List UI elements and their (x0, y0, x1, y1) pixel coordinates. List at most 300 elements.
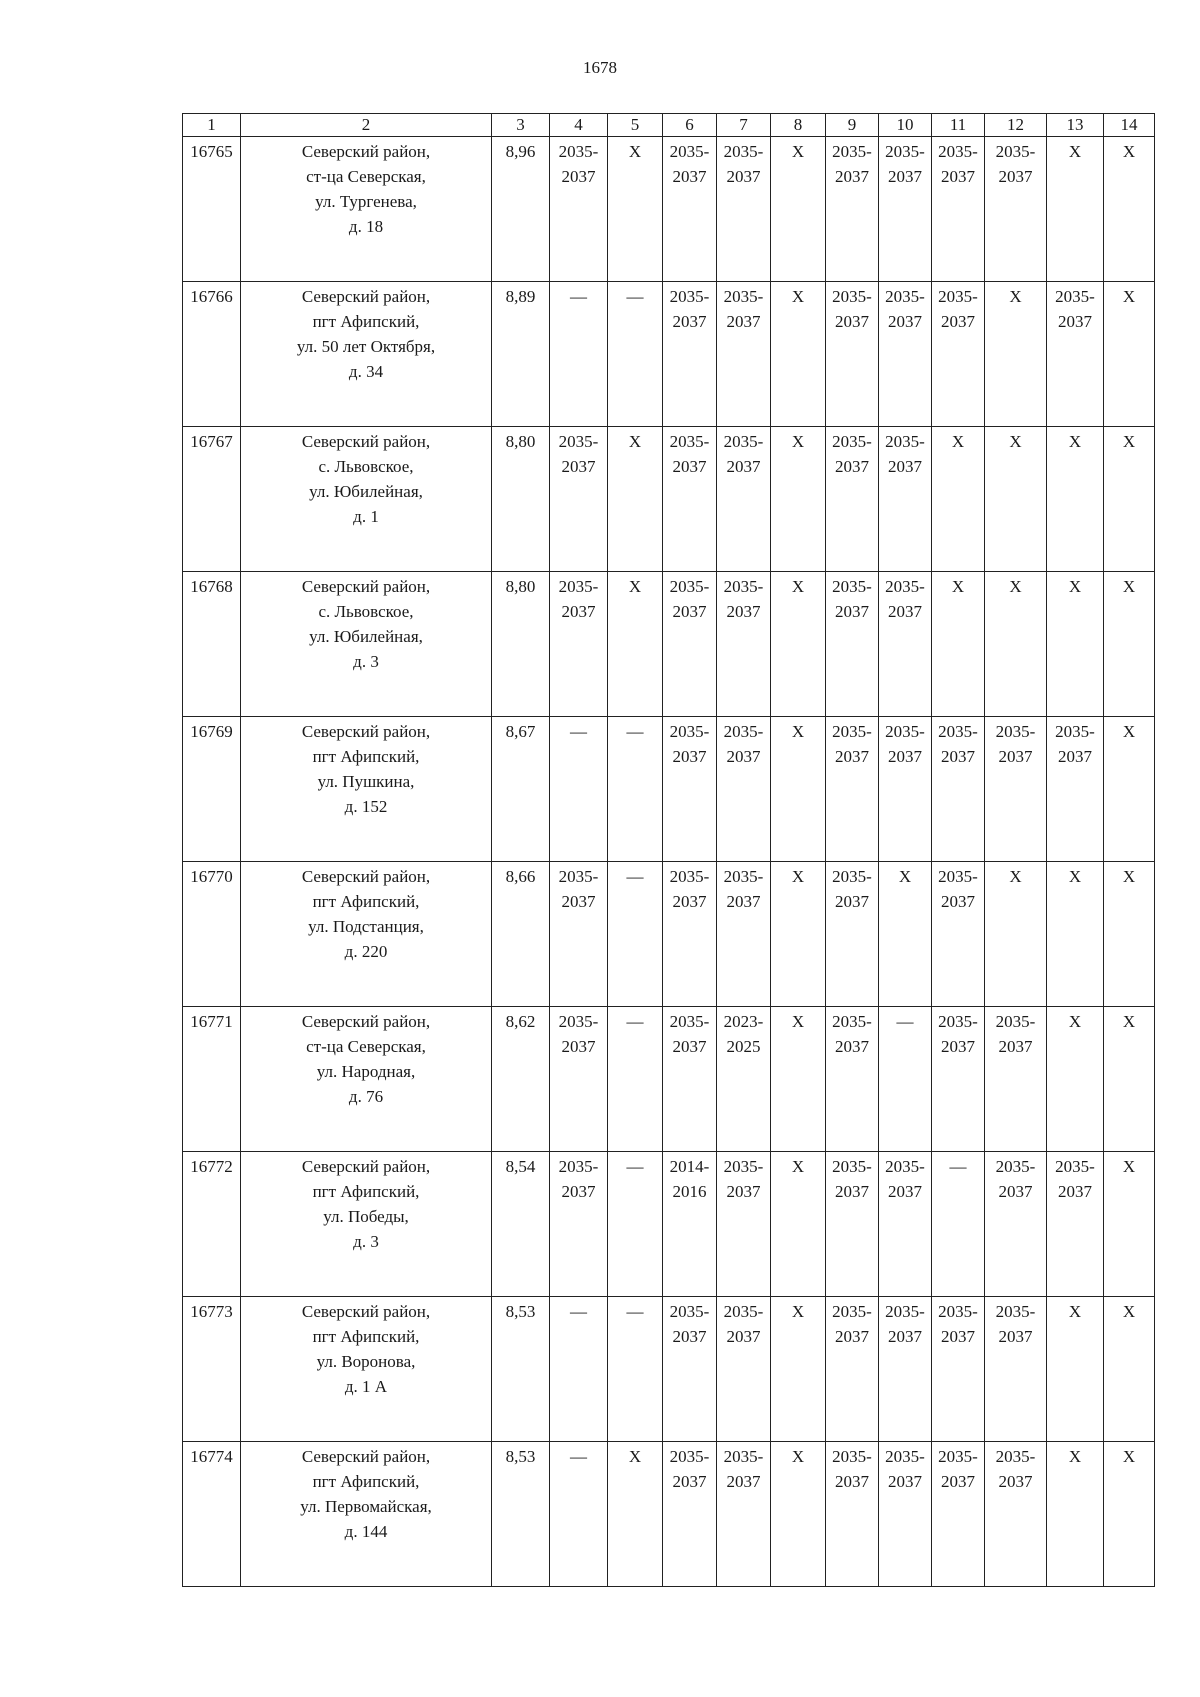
period-text: Х (791, 577, 805, 596)
period-text: Х (1009, 287, 1022, 306)
period-text: 2035- (669, 142, 710, 161)
period-text: — (570, 1302, 587, 1321)
value-cell: 8,66 (492, 862, 550, 1007)
period-cell-col-9 (826, 1152, 879, 1297)
period-cell-col-13 (1047, 427, 1104, 572)
period-cell-col-13 (1047, 1007, 1104, 1152)
period-cell-col-4 (550, 1442, 608, 1587)
address-line: Северский район, (301, 1302, 431, 1321)
period-cell-col-5 (608, 137, 663, 282)
period-text: 2025 (726, 1037, 761, 1056)
period-cell-col-14 (1104, 1152, 1155, 1297)
period-text: Х (951, 577, 965, 596)
period-text: 2037 (835, 1472, 869, 1491)
period-cell-col-5 (608, 1442, 663, 1587)
period-cell-col-11 (932, 717, 985, 862)
period-text: 2035- (885, 1302, 925, 1321)
address-line: ст-ца Северская, (306, 167, 426, 186)
period-cell-col-12 (985, 137, 1047, 282)
period-cell-col-7 (717, 1297, 771, 1442)
period-cell-col-11 (932, 1442, 985, 1587)
period-cell-col-6 (663, 1152, 717, 1297)
period-text: 2035- (832, 432, 872, 451)
period-cell-col-14 (1104, 1007, 1155, 1152)
address-line: ул. 50 лет Октября, (296, 337, 436, 356)
period-cell-col-10 (879, 717, 932, 862)
period-cell-col-6 (663, 572, 717, 717)
period-cell-col-4 (550, 427, 608, 572)
period-text: 2035- (995, 1447, 1036, 1466)
address-line: Северский район, (301, 577, 431, 596)
period-text: Х (1068, 1012, 1082, 1031)
period-text: 2037 (561, 1182, 596, 1201)
period-cell-col-8 (771, 282, 826, 427)
period-cell-col-6 (663, 717, 717, 862)
period-cell-col-8 (771, 717, 826, 862)
column-header-9: 9 (826, 114, 879, 137)
period-text: Х (1122, 432, 1136, 451)
period-text: Х (1122, 1447, 1136, 1466)
period-text: 2037 (835, 1182, 869, 1201)
period-text: 2037 (888, 312, 922, 331)
period-text: — (626, 722, 644, 741)
period-text: 2037 (888, 1327, 922, 1346)
period-cell-col-13 (1047, 1152, 1104, 1297)
period-text: 2037 (672, 1037, 707, 1056)
period-text: 2037 (726, 602, 761, 621)
period-text: 2037 (1058, 312, 1092, 331)
period-text: 2037 (672, 747, 707, 766)
period-text: 2037 (835, 602, 869, 621)
period-text: Х (1009, 577, 1022, 596)
period-text: 2035- (558, 1157, 599, 1176)
column-header-3: 3 (492, 114, 550, 137)
period-cell-col-6 (663, 1442, 717, 1587)
period-cell-col-10 (879, 427, 932, 572)
address-cell (241, 1442, 492, 1587)
period-text: 2035- (723, 867, 764, 886)
address-line: с. Львовское, (318, 457, 414, 476)
value-cell: 8,54 (492, 1152, 550, 1297)
address-line: д. 76 (348, 1087, 384, 1106)
period-text: 2037 (672, 1472, 707, 1491)
period-text: 2035- (832, 722, 872, 741)
address-line: Северский район, (301, 142, 431, 161)
period-text: 2035- (995, 1012, 1036, 1031)
period-cell-col-5 (608, 1007, 663, 1152)
period-text: 2037 (726, 312, 761, 331)
address-line: д. 34 (348, 362, 384, 381)
period-text: 2037 (888, 747, 922, 766)
period-text: 2037 (726, 167, 761, 186)
period-text: Х (791, 1157, 805, 1176)
period-text: 2037 (998, 747, 1033, 766)
address-line: пгт Афипский, (312, 312, 420, 331)
period-text: 2035- (832, 287, 872, 306)
period-text: 2035- (938, 722, 978, 741)
period-cell-col-9 (826, 1442, 879, 1587)
column-header-2: 2 (241, 114, 492, 137)
period-cell-col-5 (608, 717, 663, 862)
row-number: 16767 (183, 427, 241, 572)
period-text: Х (791, 287, 805, 306)
period-text: 2035- (938, 1302, 978, 1321)
period-text: 2035- (885, 577, 925, 596)
period-text: 2035- (832, 1302, 872, 1321)
period-text: 2037 (998, 167, 1033, 186)
period-cell-col-6 (663, 282, 717, 427)
period-text: 2035- (885, 1157, 925, 1176)
address-cell (241, 1007, 492, 1152)
period-cell-col-12 (985, 1007, 1047, 1152)
period-cell-col-14 (1104, 1297, 1155, 1442)
period-text: 2037 (726, 1327, 761, 1346)
period-cell-col-7 (717, 862, 771, 1007)
period-cell-col-11 (932, 572, 985, 717)
address-line: ул. Тургенева, (315, 192, 417, 211)
period-text: 2037 (1058, 1182, 1092, 1201)
period-text: 2035- (669, 577, 710, 596)
period-text: — (570, 722, 587, 741)
period-text: 2035- (938, 287, 978, 306)
period-cell-col-11 (932, 862, 985, 1007)
period-text: 2037 (835, 167, 869, 186)
period-text: 2035- (885, 287, 925, 306)
header-row (183, 114, 1155, 137)
period-text: 2035- (832, 1447, 872, 1466)
period-cell-col-10 (879, 282, 932, 427)
period-text: — (949, 1157, 967, 1176)
period-cell-col-7 (717, 427, 771, 572)
period-text: 2035- (723, 432, 764, 451)
address-cell (241, 282, 492, 427)
address-line: ул. Подстанция, (308, 917, 424, 936)
period-cell-col-14 (1104, 1442, 1155, 1587)
period-cell-col-4 (550, 1297, 608, 1442)
period-cell-col-8 (771, 137, 826, 282)
table-row (183, 1442, 1155, 1587)
column-header-12: 12 (985, 114, 1047, 137)
period-cell-col-12 (985, 862, 1047, 1007)
table-row (183, 1007, 1155, 1152)
address-line: Северский район, (301, 432, 431, 451)
period-cell-col-13 (1047, 1442, 1104, 1587)
value-cell: 8,80 (492, 427, 550, 572)
period-cell-col-8 (771, 1297, 826, 1442)
period-text: 2037 (672, 167, 707, 186)
period-cell-col-7 (717, 1007, 771, 1152)
column-header-4: 4 (550, 114, 608, 137)
period-text: 2035- (938, 867, 978, 886)
period-cell-col-7 (717, 282, 771, 427)
period-text: 2035- (723, 1157, 764, 1176)
period-cell-col-4 (550, 572, 608, 717)
period-cell-col-7 (717, 1152, 771, 1297)
column-header-5: 5 (608, 114, 663, 137)
period-text: 2037 (672, 892, 707, 911)
address-line: с. Львовское, (318, 602, 414, 621)
value-cell: 8,53 (492, 1442, 550, 1587)
period-text: 2035- (723, 1447, 764, 1466)
column-header-14: 14 (1104, 114, 1155, 137)
column-header-1: 1 (183, 114, 241, 137)
period-cell-col-11 (932, 1007, 985, 1152)
period-text: 2035- (1055, 722, 1095, 741)
period-cell-col-8 (771, 1007, 826, 1152)
address-line: ул. Пушкина, (317, 772, 415, 791)
address-line: Северский район, (301, 1447, 431, 1466)
address-line: ул. Юбилейная, (309, 482, 423, 501)
period-cell-col-9 (826, 282, 879, 427)
period-cell-col-13 (1047, 717, 1104, 862)
period-cell-col-5 (608, 427, 663, 572)
address-cell (241, 137, 492, 282)
period-cell-col-4 (550, 282, 608, 427)
period-cell-col-11 (932, 1152, 985, 1297)
period-text: — (570, 1447, 587, 1466)
row-number: 16768 (183, 572, 241, 717)
period-cell-col-7 (717, 572, 771, 717)
address-line: ул. Народная, (316, 1062, 416, 1081)
period-cell-col-10 (879, 1297, 932, 1442)
period-text: 2035- (1055, 1157, 1095, 1176)
period-cell-col-12 (985, 1442, 1047, 1587)
period-text: 2037 (561, 602, 596, 621)
address-line: д. 3 (353, 652, 379, 671)
address-cell (241, 427, 492, 572)
period-text: 2035- (832, 577, 872, 596)
value-cell: 8,80 (492, 572, 550, 717)
period-text: 2035- (558, 142, 599, 161)
period-cell-col-14 (1104, 862, 1155, 1007)
period-text: Х (1009, 867, 1022, 886)
period-text: 2035- (669, 1447, 710, 1466)
period-cell-col-6 (663, 862, 717, 1007)
period-text: 2037 (998, 1327, 1033, 1346)
table-row (183, 137, 1155, 282)
period-text: 2037 (835, 1327, 869, 1346)
period-cell-col-14 (1104, 282, 1155, 427)
period-text: 2037 (941, 1037, 975, 1056)
column-header-10: 10 (879, 114, 932, 137)
period-text: Х (1068, 577, 1082, 596)
period-cell-col-5 (608, 572, 663, 717)
period-text: — (896, 1012, 914, 1031)
period-text: — (570, 287, 587, 306)
period-text: Х (1122, 722, 1136, 741)
period-text: Х (1122, 287, 1136, 306)
table-row (183, 1297, 1155, 1442)
address-cell (241, 862, 492, 1007)
address-line: ст-ца Северская, (306, 1037, 426, 1056)
period-text: 2037 (835, 892, 869, 911)
row-number: 16765 (183, 137, 241, 282)
period-text: Х (1009, 432, 1022, 451)
period-text: — (626, 1302, 644, 1321)
period-text: Х (1122, 867, 1136, 886)
period-cell-col-14 (1104, 427, 1155, 572)
period-text: — (626, 867, 644, 886)
column-header-11: 11 (932, 114, 985, 137)
period-text: 2035- (832, 142, 872, 161)
period-text: 2037 (835, 747, 869, 766)
period-cell-col-13 (1047, 137, 1104, 282)
period-text: Х (1068, 1302, 1082, 1321)
row-number: 16766 (183, 282, 241, 427)
address-line: пгт Афипский, (312, 1472, 420, 1491)
period-text: Х (1068, 432, 1082, 451)
table-row (183, 427, 1155, 572)
period-text: 2037 (888, 1182, 922, 1201)
period-cell-col-8 (771, 427, 826, 572)
period-text: 2035- (885, 1447, 925, 1466)
period-text: Х (791, 1302, 805, 1321)
period-text: 2037 (726, 457, 761, 476)
period-text: 2037 (835, 1037, 869, 1056)
period-text: Х (628, 142, 642, 161)
period-cell-col-14 (1104, 137, 1155, 282)
period-text: 2035- (723, 722, 764, 741)
period-text: 2037 (888, 457, 922, 476)
period-cell-col-7 (717, 717, 771, 862)
period-text: 2037 (888, 1472, 922, 1491)
address-cell (241, 1297, 492, 1442)
period-cell-col-11 (932, 282, 985, 427)
period-cell-col-6 (663, 1007, 717, 1152)
period-cell-col-13 (1047, 572, 1104, 717)
period-text: 2035- (669, 722, 710, 741)
period-cell-col-14 (1104, 717, 1155, 862)
period-text: 2037 (941, 1472, 975, 1491)
period-cell-col-13 (1047, 282, 1104, 427)
address-line: Северский район, (301, 867, 431, 886)
period-text: 2037 (941, 167, 975, 186)
period-text: 2037 (941, 1327, 975, 1346)
address-line: д. 3 (353, 1232, 379, 1251)
period-cell-col-12 (985, 1297, 1047, 1442)
period-cell-col-8 (771, 862, 826, 1007)
period-text: Х (1068, 142, 1082, 161)
address-cell (241, 717, 492, 862)
period-text: 2037 (888, 167, 922, 186)
period-text: 2035- (723, 287, 764, 306)
address-line: Северский район, (301, 1012, 431, 1031)
period-cell-col-11 (932, 137, 985, 282)
period-text: 2035- (832, 867, 872, 886)
address-line: пгт Афипский, (312, 747, 420, 766)
period-cell-col-4 (550, 1152, 608, 1297)
period-cell-col-7 (717, 1442, 771, 1587)
period-text: Х (791, 1447, 805, 1466)
period-text: 2035- (832, 1157, 872, 1176)
period-text: 2037 (561, 167, 596, 186)
period-text: Х (628, 1447, 642, 1466)
period-text: Х (1122, 1302, 1136, 1321)
period-cell-col-5 (608, 1297, 663, 1442)
period-cell-col-4 (550, 862, 608, 1007)
table-row (183, 282, 1155, 427)
period-text: Х (1068, 867, 1082, 886)
period-text: Х (951, 432, 965, 451)
period-text: 2037 (726, 892, 761, 911)
value-cell: 8,67 (492, 717, 550, 862)
row-number: 16773 (183, 1297, 241, 1442)
address-line: пгт Афипский, (312, 1327, 420, 1346)
value-cell: 8,53 (492, 1297, 550, 1442)
period-cell-col-13 (1047, 1297, 1104, 1442)
period-text: 2035- (669, 287, 710, 306)
period-cell-col-12 (985, 282, 1047, 427)
period-cell-col-8 (771, 1442, 826, 1587)
period-text: 2037 (726, 1182, 761, 1201)
period-cell-col-5 (608, 282, 663, 427)
period-text: 2035- (995, 1302, 1036, 1321)
period-text: 2035- (558, 1012, 599, 1031)
address-line: пгт Афипский, (312, 892, 420, 911)
address-cell (241, 572, 492, 717)
period-cell-col-10 (879, 1442, 932, 1587)
address-line: Северский район, (301, 1157, 431, 1176)
period-text: — (626, 1157, 644, 1176)
period-text: 2035- (832, 1012, 872, 1031)
period-text: Х (1122, 142, 1136, 161)
period-text: 2014- (669, 1157, 710, 1176)
period-text: Х (791, 867, 805, 886)
address-line: ул. Воронова, (316, 1352, 416, 1371)
address-cell (241, 1152, 492, 1297)
period-text: 2035- (995, 1157, 1036, 1176)
period-text: Х (791, 1012, 805, 1031)
period-cell-col-12 (985, 427, 1047, 572)
period-cell-col-12 (985, 717, 1047, 862)
period-cell-col-10 (879, 1007, 932, 1152)
row-number: 16771 (183, 1007, 241, 1152)
value-cell: 8,96 (492, 137, 550, 282)
period-text: 2037 (726, 1472, 761, 1491)
period-text: 2037 (672, 457, 707, 476)
period-cell-col-6 (663, 137, 717, 282)
period-text: 2035- (938, 142, 978, 161)
table-header (183, 114, 1155, 137)
address-line: д. 220 (344, 942, 388, 961)
table-body (183, 137, 1155, 1587)
row-number: 16772 (183, 1152, 241, 1297)
registry-table (182, 113, 1155, 1587)
period-text: Х (628, 432, 642, 451)
period-cell-col-14 (1104, 572, 1155, 717)
period-cell-col-8 (771, 1152, 826, 1297)
column-header-13: 13 (1047, 114, 1104, 137)
period-cell-col-5 (608, 862, 663, 1007)
period-text: 2035- (885, 142, 925, 161)
address-line: ул. Юбилейная, (309, 627, 423, 646)
period-text: 2037 (835, 457, 869, 476)
period-text: 2016 (672, 1182, 707, 1201)
period-text: Х (791, 142, 805, 161)
period-text: Х (1068, 1447, 1082, 1466)
period-text: 2037 (726, 747, 761, 766)
table-row (183, 572, 1155, 717)
value-cell: 8,89 (492, 282, 550, 427)
address-line: ул. Победы, (323, 1207, 409, 1226)
period-text: 2035- (669, 1012, 710, 1031)
address-line: д. 152 (344, 797, 388, 816)
period-text: Х (1122, 1012, 1136, 1031)
address-line: ул. Первомайская, (300, 1497, 432, 1516)
period-cell-col-6 (663, 1297, 717, 1442)
row-number: 16770 (183, 862, 241, 1007)
period-text: 2035- (558, 432, 599, 451)
